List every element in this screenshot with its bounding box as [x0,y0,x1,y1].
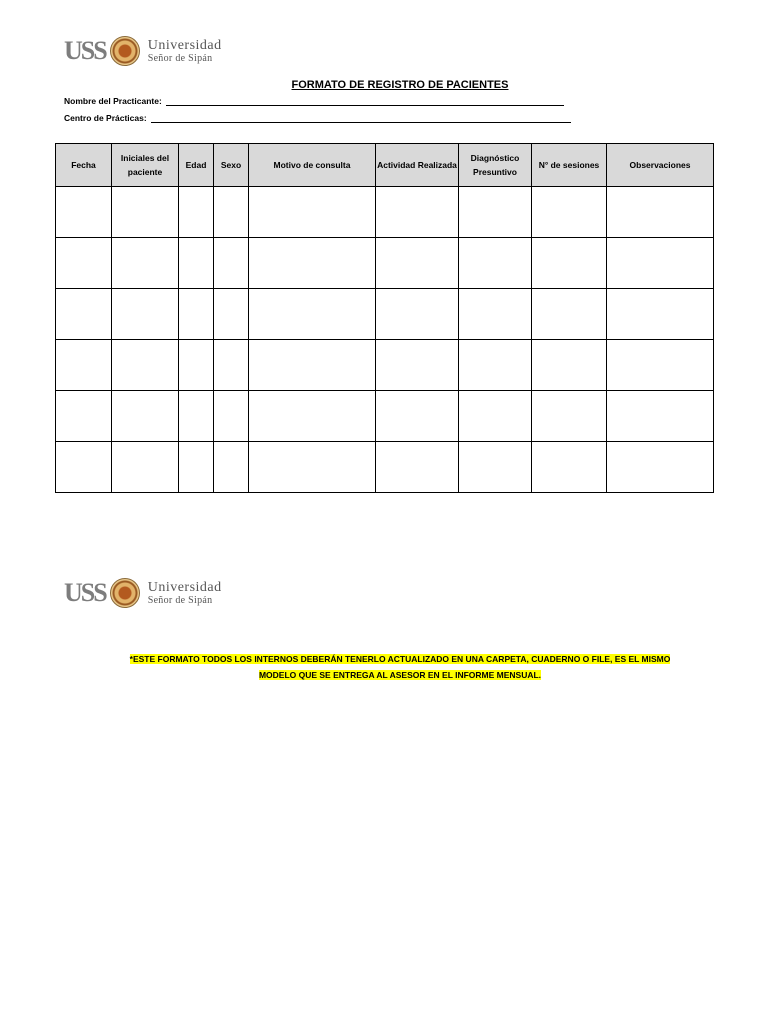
table-body [56,187,714,493]
table-cell[interactable] [214,442,249,493]
table-cell[interactable] [214,187,249,238]
table-cell[interactable] [56,340,112,391]
table-cell[interactable] [532,340,607,391]
university-logo [64,34,222,68]
university-name [148,581,222,606]
centro-fill-line [151,113,571,123]
table-cell[interactable] [56,238,112,289]
table-cell[interactable] [532,238,607,289]
table-cell[interactable] [112,391,179,442]
uss-letters: USS [64,36,106,65]
column-header-sexo: Sexo [214,144,249,187]
university-seal-icon [110,36,140,66]
table-cell[interactable] [179,391,214,442]
table-cell[interactable] [376,187,459,238]
patient-register-table [55,143,714,493]
university-seal-icon [110,578,140,608]
table-cell[interactable] [459,391,532,442]
table-cell[interactable] [214,238,249,289]
table-cell[interactable] [179,238,214,289]
table-cell[interactable] [607,187,714,238]
table-cell[interactable] [56,442,112,493]
column-header-diagnostico: Diagnóstico Presuntivo [459,144,532,187]
table-cell[interactable] [376,238,459,289]
table-cell[interactable] [249,187,376,238]
practicante-fill-line [166,96,564,106]
table-cell[interactable] [179,442,214,493]
column-header-motivo: Motivo de consulta [249,144,376,187]
centro-field [64,113,571,123]
table-cell[interactable] [179,187,214,238]
table-cell[interactable] [459,187,532,238]
table-row [56,238,714,289]
table-cell[interactable] [376,289,459,340]
highlighted-note [0,651,768,683]
university-name-line2: Señor de Sipán [147,52,213,64]
university-name-line1: Universidad [147,579,222,595]
table-cell[interactable] [532,289,607,340]
column-header-sesiones: N° de sesiones [532,144,607,187]
practicante-label: Nombre del Practicante: [64,96,162,106]
university-logo-bottom [64,576,222,610]
table-row [56,442,714,493]
table-cell[interactable] [376,391,459,442]
table-cell[interactable] [376,340,459,391]
table-cell[interactable] [112,238,179,289]
table-cell[interactable] [249,442,376,493]
table-cell[interactable] [459,289,532,340]
table-cell[interactable] [607,238,714,289]
column-header-iniciales: Iniciales del paciente [112,144,179,187]
table-row [56,289,714,340]
table-cell[interactable] [249,391,376,442]
university-name-line2: Señor de Sipán [147,594,213,606]
table-cell[interactable] [249,340,376,391]
table-cell[interactable] [112,340,179,391]
table-cell[interactable] [607,442,714,493]
table-cell[interactable] [112,442,179,493]
column-header-fecha: Fecha [56,144,112,187]
note-line-2: MODELO QUE SE ENTREGA AL ASESOR EN EL INFORME MENSUAL. [258,670,542,680]
table-cell[interactable] [112,187,179,238]
uss-letters: USS [64,578,106,607]
table-cell[interactable] [249,238,376,289]
table-cell[interactable] [56,289,112,340]
table-row [56,391,714,442]
table-cell[interactable] [179,340,214,391]
table-cell[interactable] [376,442,459,493]
table-cell[interactable] [56,391,112,442]
table-cell[interactable] [214,340,249,391]
table-cell[interactable] [459,238,532,289]
table-cell[interactable] [56,187,112,238]
table-cell[interactable] [112,289,179,340]
form-title: FORMATO DE REGISTRO DE PACIENTES [291,79,509,91]
column-header-actividad: Actividad Realizada [376,144,459,187]
column-header-edad: Edad [179,144,214,187]
table-cell[interactable] [532,187,607,238]
table-cell[interactable] [459,442,532,493]
table-cell[interactable] [607,391,714,442]
university-name [148,39,222,64]
table-row [56,340,714,391]
table-cell[interactable] [214,391,249,442]
column-header-observaciones: Observaciones [607,144,714,187]
table-cell[interactable] [607,340,714,391]
table-header-row [56,144,714,187]
centro-label: Centro de Prácticas: [64,113,147,123]
table-cell[interactable] [214,289,249,340]
university-name-line1: Universidad [147,37,222,53]
table-row [56,187,714,238]
note-line-1: *ESTE FORMATO TODOS LOS INTERNOS DEBERÁN TENERLO ACTUALIZADO EN UNA CARPETA, CUADERNO O FILE, ES EL MISMO [129,654,671,664]
table-cell[interactable] [459,340,532,391]
practicante-field [64,96,564,106]
table-cell[interactable] [532,391,607,442]
table-cell[interactable] [249,289,376,340]
table-cell[interactable] [532,442,607,493]
table-cell[interactable] [607,289,714,340]
table-cell[interactable] [179,289,214,340]
